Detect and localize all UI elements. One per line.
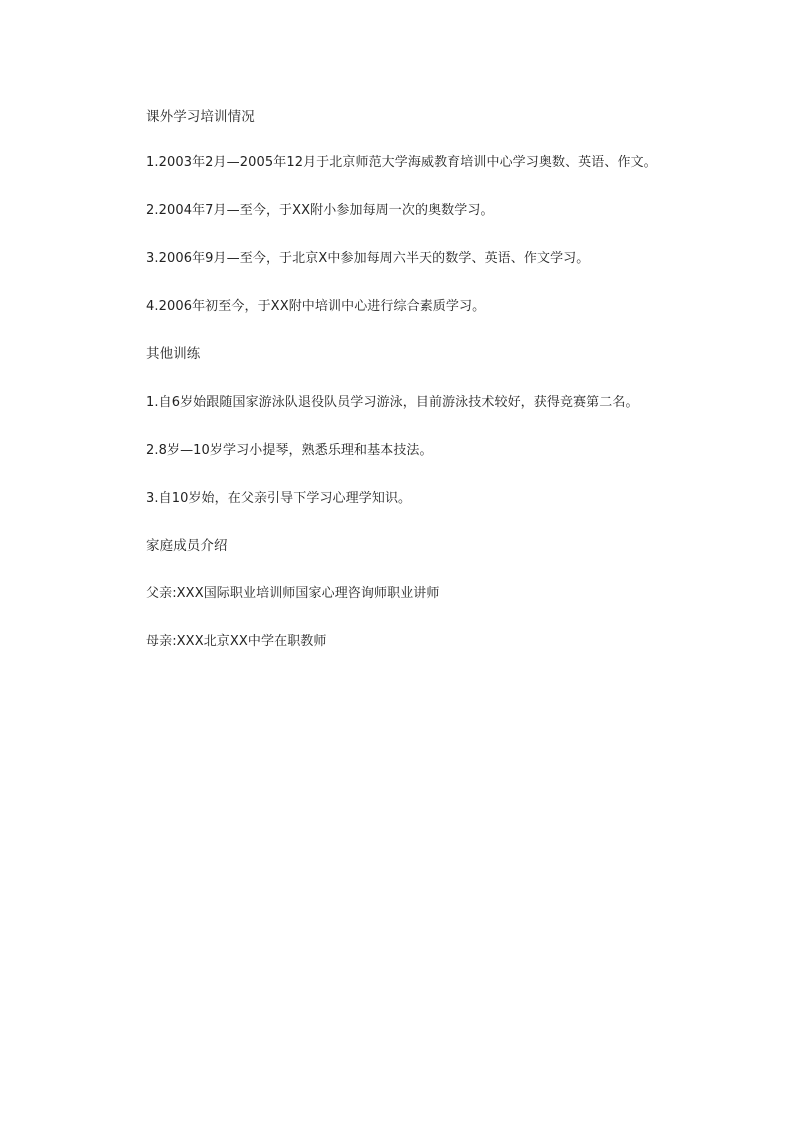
section-heading-family: 家庭成员介绍: [146, 538, 228, 554]
section-heading-training: 课外学习培训情况: [146, 109, 255, 125]
family-member-mother: 母亲:XXX北京XX中学在职教师: [146, 634, 327, 649]
training-item-3: 3.2006年9月—至今，于北京X中参加每周六半天的数学、英语、作文学习。: [146, 251, 590, 266]
other-item-1: 1.自6岁始跟随国家游泳队退役队员学习游泳，目前游泳技术较好，获得竞赛第二名。: [146, 395, 639, 410]
section-heading-other: 其他训练: [146, 346, 201, 362]
other-item-3: 3.自10岁始，在父亲引导下学习心理学知识。: [146, 491, 412, 506]
other-item-2: 2.8岁—10岁学习小提琴，熟悉乐理和基本技法。: [146, 443, 433, 458]
training-item-2: 2.2004年7月—至今，于XX附小参加每周一次的奥数学习。: [146, 203, 494, 218]
training-item-1: 1.2003年2月—2005年12月于北京师范大学海威教育培训中心学习奥数、英语、作文。: [146, 155, 657, 170]
training-item-4: 4.2006年初至今，于XX附中培训中心进行综合素质学习。: [146, 299, 486, 314]
family-member-father: 父亲:XXX国际职业培训师国家心理咨询师职业讲师: [146, 586, 440, 601]
